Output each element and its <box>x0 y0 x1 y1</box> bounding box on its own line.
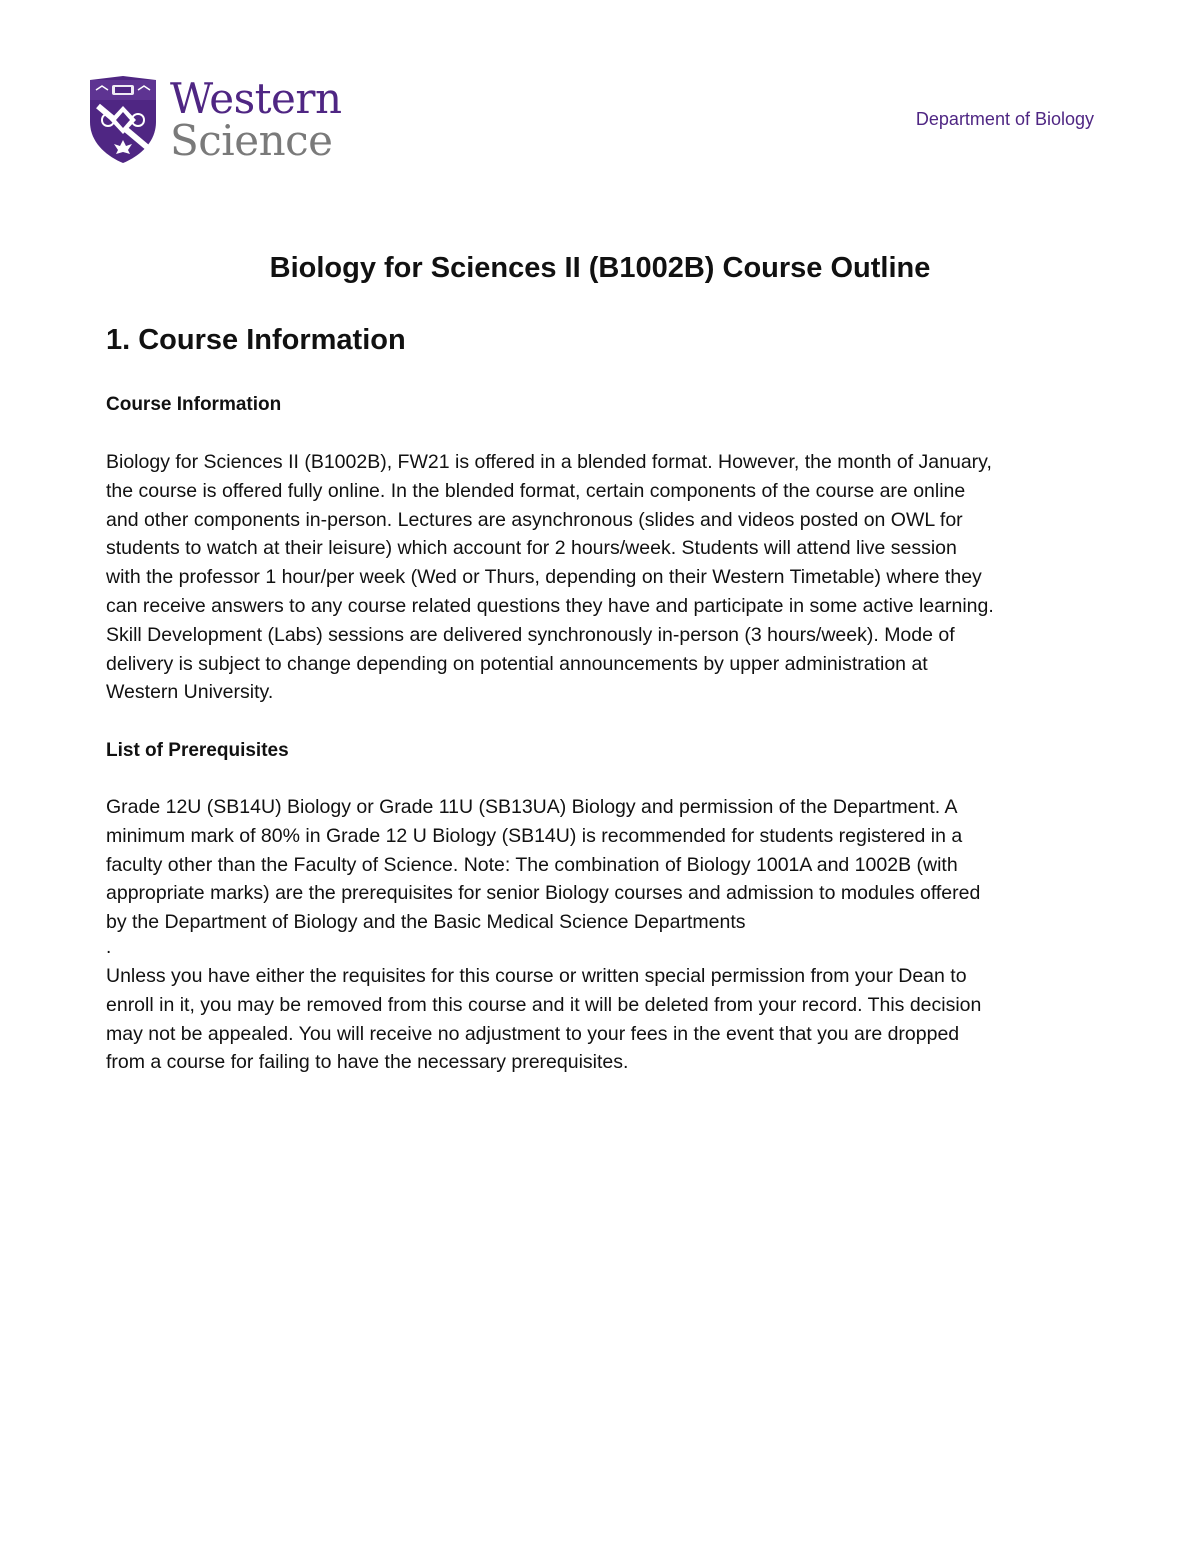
paragraph-line: Western University. <box>106 681 274 704</box>
logo-wordmark-science: Science <box>170 116 333 165</box>
paragraph-line: can receive answers to any course related questions they have and participate in some active learning. <box>106 594 994 617</box>
paragraph-line: students to watch at their leisure) which account for 2 hours/week. Students will attend live session <box>106 537 957 560</box>
paragraph-line: Biology for Sciences II (B1002B), FW21 is offered in a blended format. However, the month of January, <box>106 451 992 473</box>
paragraph-line: delivery is subject to change depending on potential announcements by upper administration at <box>106 652 928 675</box>
course-information-paragraph <box>106 448 1106 707</box>
paragraph-line: may not be appealed. You will receive no adjustment to your fees in the event that you are dropped <box>106 1022 960 1045</box>
paragraph-line: by the Department of Biology and the Basic Medical Science Departments <box>106 911 746 934</box>
paragraph-line: Skill Development (Labs) sessions are delivered synchronously in-person (3 hours/week). Mode of <box>106 623 955 646</box>
prerequisites-warning-paragraph <box>106 962 1106 1077</box>
paragraph-line: enroll in it, you may be removed from this course and it will be deleted from your record. This decision <box>106 993 982 1016</box>
section-heading: 1. Course Information <box>106 324 406 356</box>
paragraph-line: Unless you have either the requisites for this course or written special permission from your Dean to <box>106 965 967 987</box>
western-science-logo <box>88 76 348 164</box>
paragraph-line: minimum mark of 80% in Grade 12 U Biology (SB14U) is recommended for students registered in a <box>106 824 963 847</box>
logo-wordmark-western: Western <box>170 74 342 123</box>
prerequisites-heading: List of Prerequisites <box>106 740 289 761</box>
university-shield-icon <box>88 76 158 164</box>
prerequisites-paragraph <box>106 793 1106 937</box>
paragraph-line: with the professor 1 hour/per week (Wed or Thurs, depending on their Western Timetable) where they <box>106 566 982 589</box>
paragraph-line: Grade 12U (SB14U) Biology or Grade 11U (SB13UA) Biology and permission of the Department. A <box>106 796 958 818</box>
paragraph-line: appropriate marks) are the prerequisites for senior Biology courses and admission to modules offered <box>106 882 981 905</box>
separator-dot: . <box>106 937 112 958</box>
paragraph-line: faculty other than the Faculty of Science. Note: The combination of Biology 1001A and 1002B (with <box>106 853 958 876</box>
document-title: Biology for Sciences II (B1002B) Course Outline <box>269 252 931 284</box>
paragraph-line: and other components in-person. Lectures are asynchronous (slides and videos posted on OWL for <box>106 508 963 531</box>
paragraph-line: from a course for failing to have the necessary prerequisites. <box>106 1051 629 1074</box>
paragraph-line: the course is offered fully online. In the blended format, certain components of the course are online <box>106 479 966 502</box>
department-label: Department of Biology <box>915 109 1094 129</box>
course-information-heading: Course Information <box>106 394 282 415</box>
